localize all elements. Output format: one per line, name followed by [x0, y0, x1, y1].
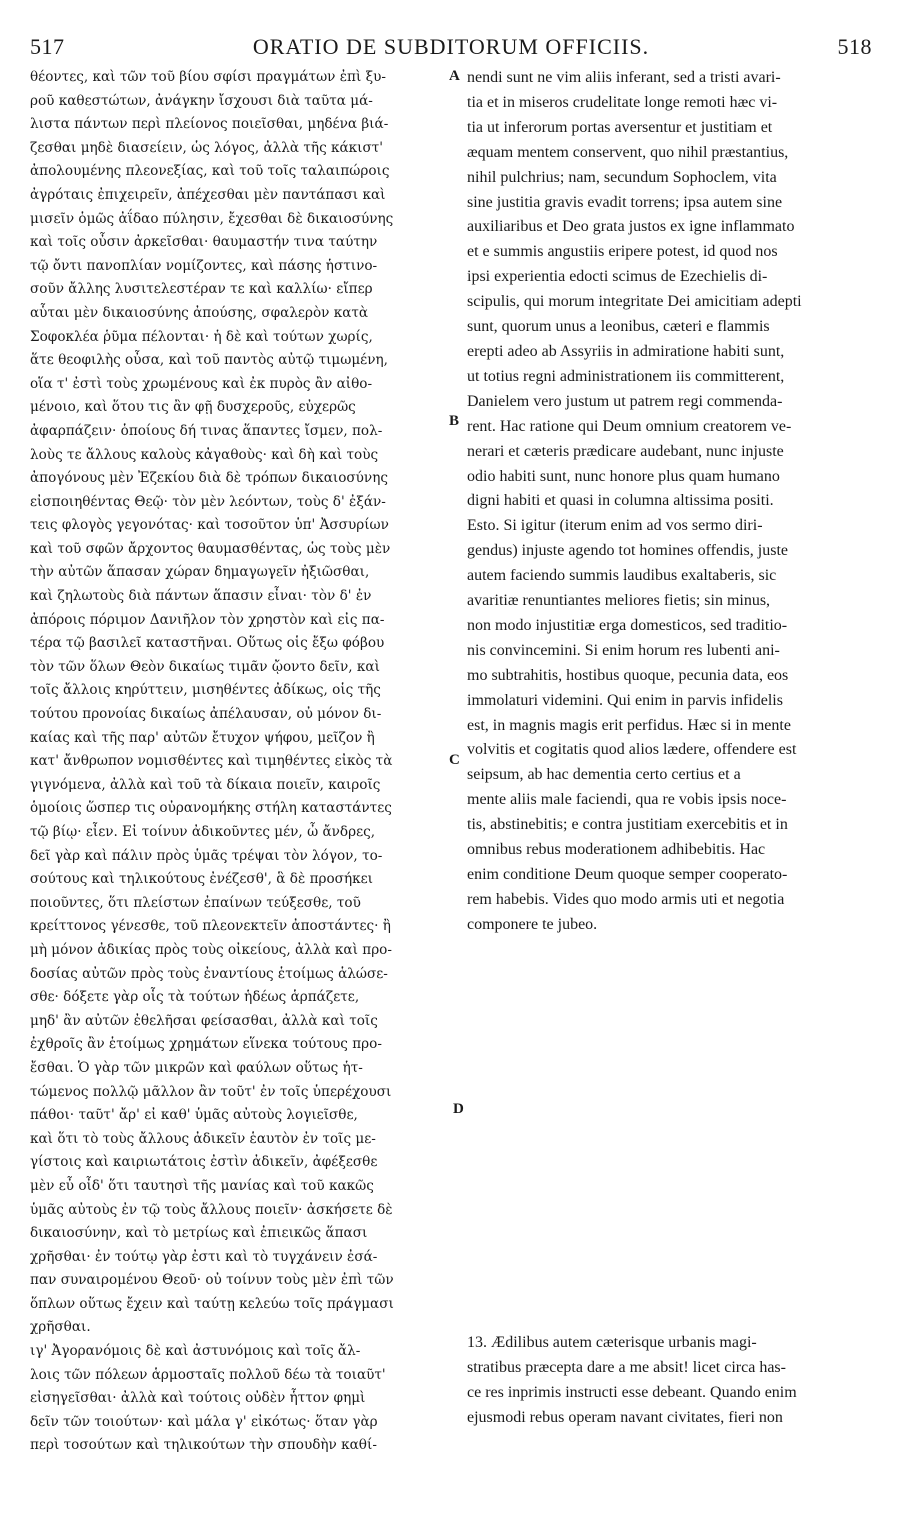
latin-text-line: enim conditione Deum quoque semper cooperato-: [467, 866, 788, 883]
greek-column: [30, 66, 448, 1458]
latin-text-line: sunt, quorum unus a leonibus, cæteri e flammis: [467, 318, 770, 336]
greek-text-line: καὶ τοῖς οὖσιν ἀρκεῖσθαι· θαυμαστήν τινα ταύτην: [30, 234, 378, 251]
latin-text-line: et e summis angustiis eripere potest, id quod nos: [467, 243, 778, 261]
greek-text-line: λιστα πάντων περὶ πλείονος ποιεῖσθαι, μηδένα βιά-: [30, 116, 389, 133]
greek-text-line: ὑμᾶς αὐτοὺς ἐν τῷ τοὺς ἄλλους ποιεῖν· ἀσκήσετε δὲ: [30, 1201, 393, 1218]
latin-main-text: [467, 66, 875, 938]
greek-text-line: τεις φλογὸς γεγονότας· καὶ τοσοῦτον ὑπ' Ἀσσυρίων: [30, 517, 389, 534]
greek-text-line: τώμενος πολλῷ μᾶλλον ἂν τοῦτ' ἐν τοῖς ὑπερέχουσι: [30, 1083, 392, 1100]
greek-text-line: εἰσηγεῖσθαι· ἀλλὰ καὶ τούτοις οὐδὲν ἧττον φημὶ: [30, 1390, 366, 1407]
latin-text-line: volvitis et cogitatis quod alios lædere, offendere est: [467, 741, 797, 759]
latin-column: [467, 66, 875, 1426]
greek-text-line: τῷ ὄντι πανοπλίαν νομίζοντες, καὶ πάσης ἡστινο-: [30, 257, 378, 274]
latin-text-line: odio habiti sunt, nunc honore plus quam humano: [467, 467, 780, 485]
latin-text-line: non modo injustitiæ erga domesticos, sed traditio-: [467, 616, 788, 634]
greek-text-line: χρῆσθαι.: [30, 1319, 91, 1336]
greek-text-line: ἀφαρπάζειν· ὁποίους δή τινας ἅπαντες ἴσμεν, πολ-: [30, 422, 383, 439]
greek-text-line: αὗται μὲν δικαιοσύνης ἀπούσης, σφαλερὸν κατὰ: [30, 304, 369, 321]
latin-text-line: auxiliaribus et Deo grata justos ex igne inflammato: [467, 218, 795, 236]
greek-text-line: ζεσθαι μηδὲ διασείειν, ὡς λόγος, ἀλλὰ τῆς κάκιστ': [30, 139, 384, 156]
greek-text-line: τὴν αὐτῶν ἅπασαν χώραν δημαγωγεῖν ἠξιῶσθαι,: [30, 564, 370, 581]
greek-text-line: τὸν τῶν ὅλων Θεὸν δικαίως τιμᾶν ᾤοντο δεῖν, καὶ: [30, 658, 380, 675]
latin-text-line: æquam mentem conservent, quo nihil præstantius,: [467, 143, 789, 161]
greek-text-line: ὅπλων οὕτως ἔχειν καὶ ταύτῃ κελεύω τοῖς πράγμασι: [30, 1295, 394, 1312]
latin-text-line: tis, abstinebitis; e contra justitiam exercebitis et in: [467, 816, 788, 834]
greek-text-line: μηδ' ἂν αὐτῶν ἐθελῆσαι φείσασθαι, ἀλλὰ καὶ τοῖς: [30, 1012, 378, 1029]
latin-text-line: rem habebis. Vides quo modo armis uti et negotia: [467, 890, 785, 908]
latin-text-line: erepti adeo ab Assyriis in admiratione habiti sunt,: [467, 342, 785, 360]
margin-marker-b: B: [449, 413, 460, 429]
greek-text-line: ἅτε θεοφιλὴς οὖσα, καὶ τοῦ παντὸς αὐτῷ τιμωμένη,: [30, 352, 388, 369]
greek-text-line: ἀπόροις πόριμον Δανιῆλον τὸν χρηστὸν καὶ εἰς πα-: [30, 611, 385, 628]
latin-text-line: ipsi experientia edocti scimus de Ezechielis di-: [467, 268, 768, 286]
latin-text-line: gendus) injuste agendo tot homines offendis, juste: [467, 542, 788, 560]
greek-text-line: εἰσποιηθέντας Θεῷ· τὸν μὲν λεόντων, τοὺς δ' ἐξάν-: [30, 493, 386, 510]
greek-text-line: οἵα τ' ἐστὶ τοὺς χρωμένους καὶ ἐκ πυρὸς ἂν αἰθο-: [30, 375, 373, 392]
greek-text-line: ιγ' Ἀγορανόμοις δὲ καὶ ἀστυνόμοις καὶ τοῖς ἄλ-: [30, 1343, 361, 1360]
greek-text-line: κρείττονος γένεσθε, τοῦ πλεονεκτεῖν ἀποστάντες· ἢ: [30, 918, 391, 935]
greek-text-line: χρῆσθαι· ἐν τούτῳ γὰρ ἐστι καὶ τὸ τυγχάνειν ἐσά-: [30, 1248, 378, 1265]
greek-text-line: πάθοι· ταῦτ' ἄρ' εἰ καθ' ὑμᾶς αὐτοὺς λογιεῖσθε,: [30, 1107, 358, 1124]
latin-text-line: immolaturi videmini. Qui enim in parvis infidelis: [467, 691, 783, 709]
latin-text-line: ut totius regni administrationem iis committerent,: [467, 367, 785, 385]
greek-text-line: καίας καὶ τῆς παρ' αὐτῶν ἔτυχον ψήφου, μεῖζον ἢ: [30, 729, 375, 746]
latin-text-line: scipulis, qui morum integritate Dei amicitiam adepti: [467, 293, 802, 311]
greek-text-line: καὶ ζηλωτοὺς διὰ πάντων ἅπασιν εἶναι· τὸν δ' ἐν: [30, 588, 372, 605]
greek-text-line: μὲν εὖ οἶδ' ὅτι ταυτησὶ τῆς μανίας καὶ τοῦ κακῶς: [30, 1177, 374, 1194]
greek-text-line: περὶ τοσούτων καὶ τηλικούτων τὴν σπουδὴν καθί-: [30, 1437, 377, 1454]
running-header: [30, 34, 872, 62]
margin-marker-a: A: [449, 68, 460, 84]
latin-text-line: nendi sunt ne vim aliis inferant, sed a tristi avari-: [467, 69, 781, 86]
margin-marker-d: D: [453, 1101, 464, 1117]
latin-text-line: nis convincemini. Si enim horum res lubenti ani-: [467, 641, 780, 659]
greek-text-line: μισεῖν ὁμῶς ἀΐδαο πύλησιν, ἔχεσθαι δὲ δικαιοσύνης: [30, 210, 394, 227]
latin-text-line: avaritiæ renuntiantes meliores fietis; sin minus,: [467, 592, 771, 610]
running-title: ORATIO DE SUBDITORUM OFFICIIS.: [252, 34, 650, 59]
greek-text-line: δοσίας αὐτῶν πρὸς τοὺς ἐναντίους ἑτοίμως ἁλώσε-: [30, 965, 388, 982]
latin-section-13-line: stratibus præcepta dare a me absit! licet circa has-: [467, 1359, 786, 1376]
greek-text-line: κατ' ἄνθρωπον νομισθέντες καὶ τιμηθέντες εἰκὸς τὰ: [30, 753, 393, 770]
greek-text-line: γίστοις καὶ καιριωτάτοις ἐστὶν ἀδικεῖν, ἀφέξεσθε: [30, 1154, 378, 1171]
latin-text-line: nerari et cæteris prædicare audebant, nunc injuste: [467, 442, 784, 460]
latin-text-line: est, in magnis magis erit perfidus. Hæc si in mente: [467, 716, 791, 734]
greek-text-line: δεῖ γὰρ καὶ πάλιν πρὸς ὑμᾶς τρέψαι τὸν λόγον, το-: [30, 847, 383, 864]
greek-text-line: ἀγρόταις ἐπιχειρεῖν, ἀπέχεσθαι μὲν παντάπασι καὶ: [30, 186, 386, 203]
greek-text-line: δικαιοσύνην, καὶ τὸ μετρίως καὶ ἐπιεικῶς ἅπασι: [30, 1225, 368, 1242]
latin-text-line: mente aliis male faciendi, qua re vobis ipsis noce-: [467, 791, 787, 809]
greek-text-line: σοῦν ἄλλης λυσιτελεστέραν τε καὶ καλλίω· εἴπερ: [30, 281, 373, 298]
greek-text-line: σθε· δόξετε γὰρ οἷς τὰ τούτων ἡδέως ἁρπάζετε,: [30, 989, 360, 1006]
greek-text-line: σούτους καὶ τηλικούτους ἐνέζεσθ', ἃ δὲ προσήκει: [30, 871, 373, 888]
latin-text-line: Danielem vero justum ut patrem regi commenda-: [467, 392, 783, 410]
latin-text-line: tia ut inferorum portas aversentur et justitiam et: [467, 118, 773, 136]
greek-text-line: τέρα τῷ βασιλεῖ καταστῆναι. Οὕτως οἱς ἔξω φόβου: [30, 635, 385, 652]
greek-text-line: τοῖς ἄλλοις κηρύττειν, μισηθέντες ἀδίκως, οἱς τῆς: [30, 682, 381, 699]
greek-text-line: λοις τῶν πόλεων ἁρμοσταῖς πολλοῦ δέω τὰ τοιαῦτ': [30, 1366, 386, 1383]
greek-text-line: ροῦ καθεστώτων, ἀνάγκην ἴσχουσι διὰ ταῦτα μά-: [30, 92, 373, 109]
latin-text-line: mo subtrahitis, hostibus quoque, pecunia data, eos: [467, 666, 789, 684]
latin-section-13-line: 13. Ædilibus autem cæterisque urbanis magi-: [467, 1334, 757, 1351]
greek-text-line: καὶ ὅτι τὸ τοὺς ἄλλους ἀδικεῖν ἑαυτὸν ἐν τοῖς με-: [30, 1130, 376, 1147]
greek-text-line: ἔσθαι. Ὁ γὰρ τῶν μικρῶν καὶ φαύλων οὕτως ἡτ-: [30, 1059, 363, 1076]
latin-text-line: nihil pulchrius; nam, secundum Sophoclem, vita: [467, 168, 777, 186]
greek-text-line: γιγνόμενα, ἀλλὰ καὶ τοῦ τὰ δίκαια ποιεῖν, καιροῖς: [30, 776, 381, 793]
latin-text-line: omnibus rebus moderationem adhibebitis. Hac: [467, 841, 766, 859]
latin-text-line: tia et in miseros crudelitate longe remoti hæc vi-: [467, 93, 778, 111]
margin-marker-c: C: [449, 752, 460, 768]
page-number-left: 517: [30, 34, 65, 59]
page-number-right: 518: [837, 34, 872, 59]
greek-text-line: λοὺς τε ἄλλους καλοὺς κἀγαθοὺς· καὶ δὴ καὶ τοὺς: [30, 446, 379, 463]
greek-text-line: τῷ βίῳ· εἶεν. Εἰ τοίνυν ἀδικοῦντες μέν, ὦ ἄνδρες,: [30, 824, 376, 840]
greek-text-line: καὶ τοῦ σφῶν ἄρχοντος θαυμασθέντας, ὡς τοὺς μὲν: [30, 540, 391, 557]
greek-text-line: τούτου προνοίας δικαίως ἀπέλαυσαν, οὐ μόνον δι-: [30, 706, 382, 723]
latin-text-line: Esto. Si igitur (iterum enim ad vos sermo diri-: [467, 517, 763, 535]
greek-text-line: δεῖν τῶν τοιούτων· καὶ μάλα γ' εἰκότως· ὅταν γὰρ: [30, 1413, 378, 1430]
greek-text-line: παν συναιρομένου Θεοῦ· οὐ τοίνυν τοὺς μὲν ἐπὶ τῶν: [30, 1272, 394, 1289]
latin-text-line: seipsum, ab hac dementia certo certius et a: [467, 766, 741, 784]
greek-text-line: ποιοῦντες, ὅτι πλείστων ἐπαίνων τεύξεσθε, τοῦ: [30, 894, 361, 911]
greek-text-line: Σοφοκλέα ῥῦμα πέλονται· ἡ δὲ καὶ τούτων χωρίς,: [30, 328, 373, 345]
greek-text-line: θέοντες, καὶ τῶν τοῦ βίου σφίσι πραγμάτων ἐπὶ ξυ-: [30, 69, 386, 85]
greek-text-line: μένοιο, καὶ ὅτου τις ἂν φῇ δυσχεροῦς, εὐχερῶς: [30, 399, 356, 416]
latin-text-line: digni habiti et quasi in columna altissima positi.: [467, 492, 774, 510]
greek-text-line: ἀπολουμένης πλεονεξίας, καὶ τοῦ τοῖς ταλαιπώροις: [30, 163, 390, 180]
latin-section-13-line: ejusmodi rebus operam navant civitates, fieri non: [467, 1409, 783, 1426]
greek-text-line: ὁμοίοις ὥσπερ τις οὐρανομήκης στήλη καταστάντες: [30, 800, 392, 817]
greek-text-line: ἐχθροῖς ἂν ἑτοίμως χρημάτων εἵνεκα τούτους προ-: [30, 1036, 382, 1053]
latin-section-13-line: ce res inprimis instructi esse debeant. Quando enim: [467, 1384, 797, 1401]
latin-text-line: rent. Hac ratione qui Deum omnium creatorem ve-: [467, 417, 792, 435]
latin-text-line: autem faciendo summis laudibus exaltaberis, sic: [467, 567, 777, 585]
latin-text-line: sine justitia gravis evadit torrens; ipsa autem sine: [467, 193, 783, 211]
greek-text-line: ἀπογόνους μὲν Ἐζεκίου διὰ δὲ τρόπων δικαιοσύνης: [30, 470, 388, 487]
latin-text-line: componere te jubeo.: [467, 915, 598, 933]
greek-text-line: μὴ μόνον ἀδικίας πρὸς τοὺς οἰκείους, ἀλλὰ καὶ προ-: [30, 941, 392, 958]
latin-section-13: [467, 1330, 875, 1430]
